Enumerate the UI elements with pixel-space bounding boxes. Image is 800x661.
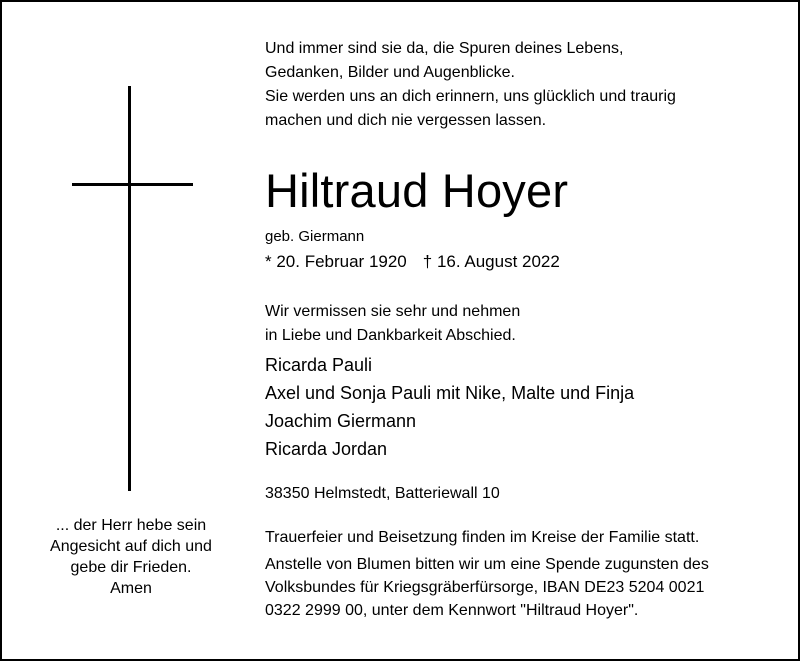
mourner-name: Ricarda Pauli (265, 355, 373, 375)
mourner-name: Joachim Giermann (265, 411, 417, 431)
blessing-verse (22, 515, 240, 599)
donation-line: Anstelle von Blumen bitten wir um eine Spende zugunsten des (265, 556, 709, 573)
donation-line: Volksbundes für Kriegsgräberfürsorge, IBAN DE23 5204 0021 (265, 579, 705, 596)
donation-line: 0322 2999 00, unter dem Kennwort "Hiltraud Hoyer". (265, 602, 639, 619)
mourners-list (265, 351, 634, 463)
birth-name: geb. Giermann (265, 228, 365, 245)
life-dates (265, 250, 560, 274)
farewell-text (265, 300, 520, 348)
address: 38350 Helmstedt, Batteriewall 10 (265, 485, 500, 502)
poem (265, 37, 676, 133)
blessing-line: ... der Herr hebe sein (55, 517, 207, 534)
farewell-line: in Liebe und Dankbarkeit Abschied. (265, 327, 516, 344)
poem-line: machen und dich nie vergessen lassen. (265, 112, 547, 129)
birth-date: * 20. Februar 1920 (265, 252, 407, 271)
blessing-line: Angesicht auf dich und (50, 538, 212, 555)
ceremony-notice: Trauerfeier und Beisetzung finden im Kreise der Familie statt. (265, 529, 700, 546)
deceased-name: Hiltraud Hoyer (265, 164, 569, 217)
blessing-line: Amen (110, 580, 152, 597)
death-date: † 16. August 2022 (422, 252, 560, 271)
poem-line: Und immer sind sie da, die Spuren deines Lebens, (265, 40, 624, 57)
cross-horizontal-bar (72, 183, 193, 186)
poem-line: Gedanken, Bilder und Augenblicke. (265, 64, 515, 81)
cross-vertical-bar (128, 86, 131, 491)
blessing-line: gebe dir Frieden. (70, 559, 192, 576)
donation-notice (265, 553, 709, 622)
poem-line: Sie werden uns an dich erinnern, uns glücklich und traurig (265, 88, 676, 105)
farewell-line: Wir vermissen sie sehr und nehmen (265, 303, 521, 320)
mourner-name: Axel und Sonja Pauli mit Nike, Malte und Finja (265, 383, 635, 403)
mourner-name: Ricarda Jordan (265, 439, 388, 459)
